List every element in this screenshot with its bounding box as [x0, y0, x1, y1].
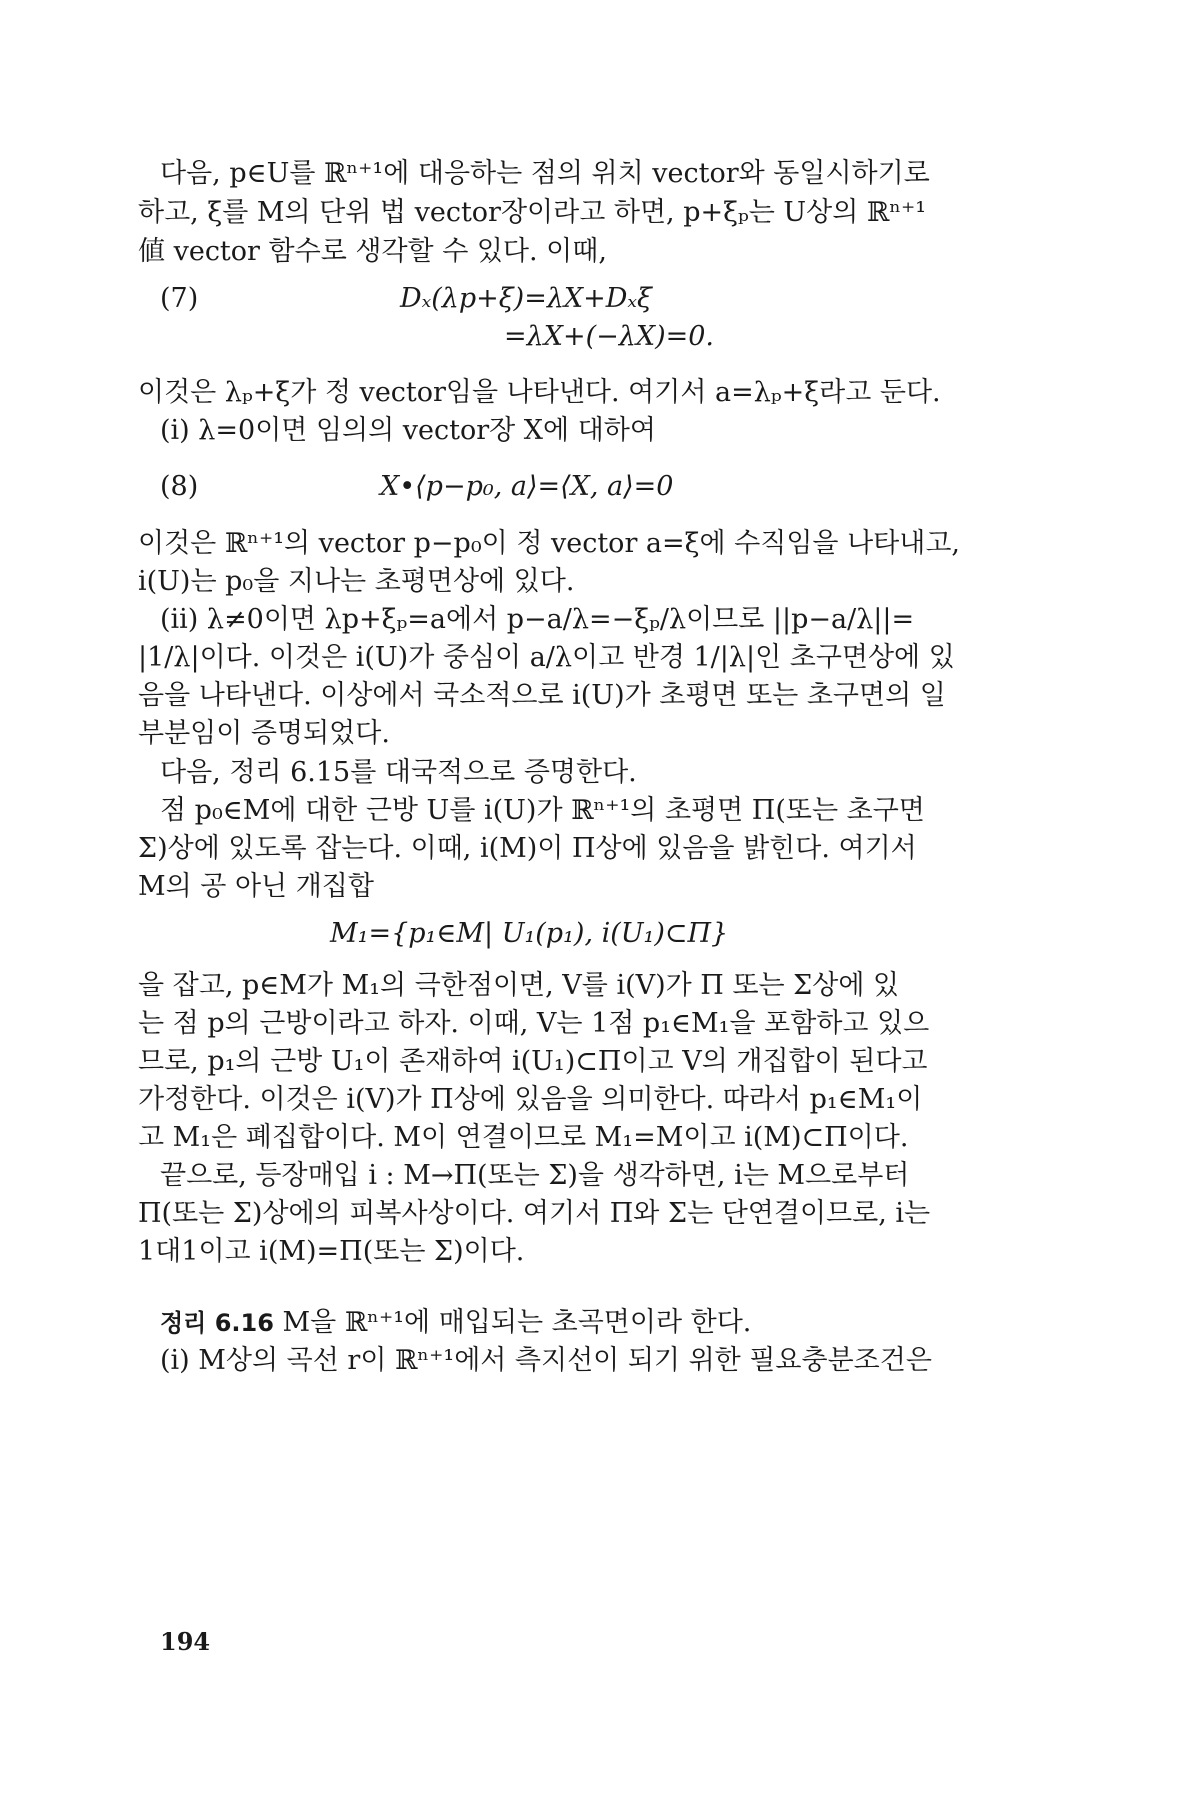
text-line: |1/λ|이다. 이것은 i(U)가 중심이 a/λ이고 반경 1/|λ|인 초구면상에 있: [138, 642, 955, 673]
text-line: (i) λ=0이면 임의의 vector장 X에 대하여: [160, 415, 656, 446]
theorem-label: 정리 6.16: [160, 1309, 274, 1337]
text-line: 値 vector 함수로 생각할 수 있다. 이때,: [138, 236, 607, 267]
equation-line: =λX+(−λX)=0.: [504, 321, 714, 352]
equation-line: Dₓ(λp+ξ)=λX+Dₓξ: [400, 283, 652, 314]
text-line: (i) M상의 곡선 r이 ℝⁿ⁺¹에서 측지선이 되기 위한 필요충분조건은: [160, 1345, 932, 1376]
text-line: 점 p₀∈M에 대한 근방 U를 i(U)가 ℝⁿ⁺¹의 초평면 Π(또는 초구면: [160, 795, 925, 826]
text-line: 므로, p₁의 근방 U₁이 존재하여 i(U₁)⊂Π이고 V의 개집합이 된다고: [138, 1046, 928, 1077]
text-line: 음을 나타낸다. 이상에서 국소적으로 i(U)가 초평면 또는 초구면의 일: [138, 680, 946, 711]
text-line: 이것은 ℝⁿ⁺¹의 vector p−p₀이 정 vector a=ξ에 수직임을 나타내고,: [138, 528, 961, 559]
theorem-text: M을 ℝⁿ⁺¹에 매입되는 초곡면이라 한다.: [273, 1307, 752, 1338]
text-line: 끝으로, 등장매입 i : M→Π(또는 Σ)을 생각하면, i는 M으로부터: [160, 1160, 910, 1191]
text-line: 가정한다. 이것은 i(V)가 Π상에 있음을 의미한다. 따라서 p₁∈M₁이: [138, 1084, 923, 1115]
text-line: i(U)는 p₀을 지나는 초평면상에 있다.: [138, 566, 575, 597]
text-line: Π(또는 Σ)상에의 피복사상이다. 여기서 Π와 Σ는 단연결이므로, i는: [138, 1198, 931, 1229]
text-line: 부분임이 증명되었다.: [138, 718, 390, 749]
text-line: Σ)상에 있도록 잡는다. 이때, i(M)이 Π상에 있음을 밝힌다. 여기서: [138, 833, 917, 864]
text-line: 하고, ξ를 M의 단위 법 vector장이라고 하면, p+ξₚ는 U상의 ℝⁿ⁺¹: [138, 197, 927, 228]
text-line: 다음, 정리 6.15를 대국적으로 증명한다.: [160, 757, 637, 788]
text-line: 고 M₁은 폐집합이다. M이 연결이므로 M₁=M이고 i(M)⊂Π이다.: [138, 1122, 909, 1153]
text-line: 는 점 p의 근방이라고 하자. 이때, V는 1점 p₁∈M₁을 포함하고 있으: [138, 1008, 930, 1039]
equation-line: X•⟨p−p₀, a⟩=⟨X, a⟩=0: [380, 471, 674, 502]
text-line: 이것은 λₚ+ξ가 정 vector임을 나타낸다. 여기서 a=λₚ+ξ라고 둔다.: [138, 377, 941, 408]
text-line: 1대1이고 i(M)=Π(또는 Σ)이다.: [138, 1236, 525, 1267]
text-line: M의 공 아닌 개집합: [138, 871, 374, 902]
text-line: (ii) λ≠0이면 λp+ξₚ=a에서 p−a/λ=−ξₚ/λ이므로 ||p−a/λ||=: [160, 604, 915, 635]
page-number: 194: [160, 1627, 211, 1656]
text-line: 을 잡고, p∈M가 M₁의 극한점이면, V를 i(V)가 Π 또는 Σ상에 있: [138, 970, 900, 1001]
equation-number: (7): [160, 283, 199, 314]
theorem-heading: [160, 1306, 751, 1340]
text-line: 다음, p∈U를 ℝⁿ⁺¹에 대응하는 점의 위치 vector와 동일시하기로: [160, 158, 930, 189]
equation-number: (8): [160, 471, 199, 502]
equation-line: M₁={p₁∈M| U₁(p₁), i(U₁)⊂Π}: [330, 918, 729, 949]
